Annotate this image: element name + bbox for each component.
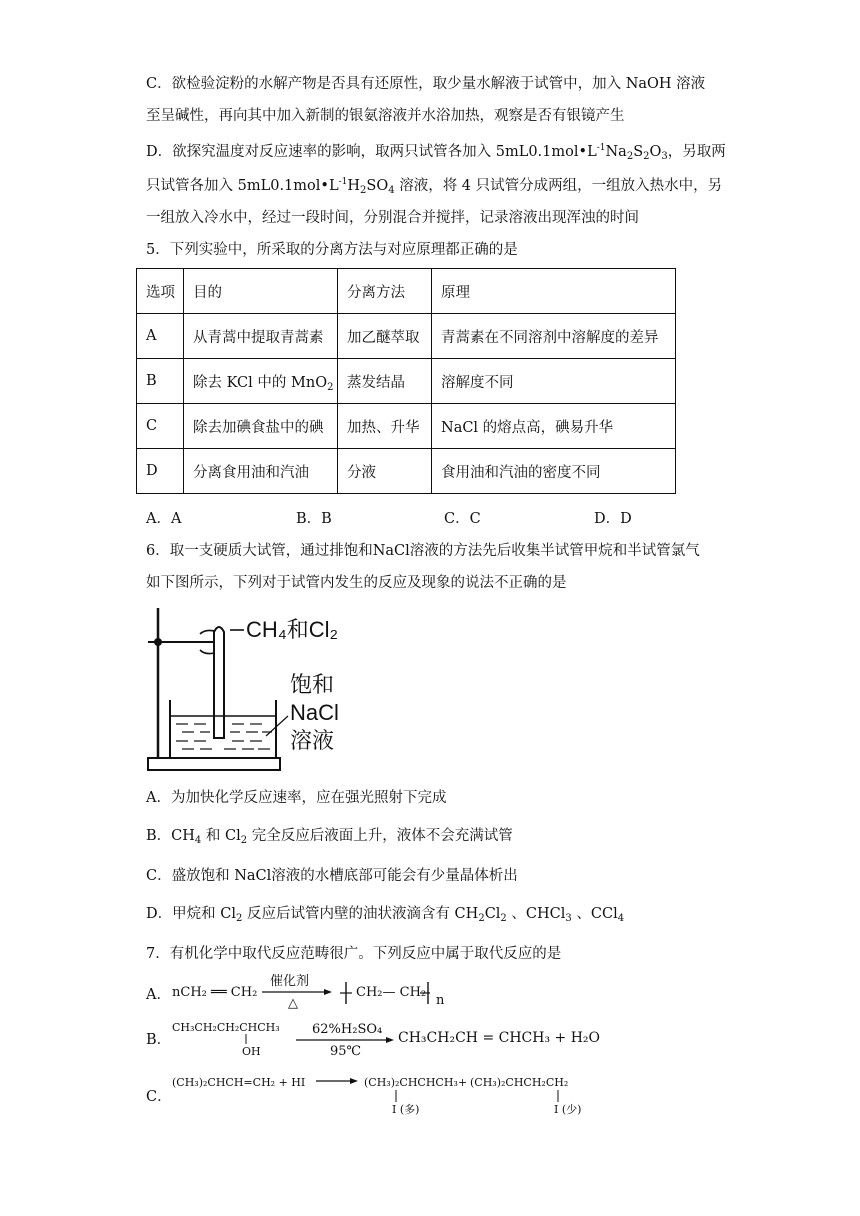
table-cell: 从青蒿中提取青蒿素 xyxy=(184,314,338,359)
reaction-a-arrow xyxy=(262,988,334,996)
reaction-b-arrow xyxy=(296,1036,396,1044)
reaction-b-oh: OH xyxy=(242,1045,261,1058)
choice-a[interactable]: A．A xyxy=(146,511,182,527)
question-5-stem: 5．下列实验中，所采取的分离方法与对应原理都正确的是 xyxy=(146,242,518,258)
table-cell: 除去加碘食盐中的碘 xyxy=(184,404,338,449)
stand-base xyxy=(148,758,280,770)
test-tube xyxy=(214,627,224,738)
choice-d[interactable]: D．D xyxy=(594,511,632,527)
q7-option-c-label[interactable]: C． xyxy=(146,1089,172,1105)
table-row xyxy=(137,449,676,494)
table-cell: B xyxy=(137,359,184,404)
table-cell: D xyxy=(137,449,184,494)
table-header-cell: 原理 xyxy=(432,269,676,314)
bracket-right xyxy=(420,978,436,1008)
reaction-a-catalyst: 催化剂 xyxy=(270,974,310,989)
reaction-b-reactant: CH₃CH₂CH₂CHCH₃ xyxy=(172,1021,280,1034)
table-cell: 青蒿素在不同溶剂中溶解度的差异 xyxy=(432,314,676,359)
oh-bond xyxy=(244,1034,248,1044)
q6-option-b[interactable]: B．$CH_4$ 和 $Cl_2$ 完全反应后液面上升，液体不会充满试管 xyxy=(146,828,513,846)
q7-option-a-label[interactable]: A． xyxy=(146,987,171,1003)
clamp-knob xyxy=(154,638,162,646)
table-cell: NaCl 的熔点高，碘易升华 xyxy=(432,404,676,449)
table-header-cell: 分离方法 xyxy=(338,269,432,314)
table-cell: 分离食用油和汽油 xyxy=(184,449,338,494)
q7-option-b-label[interactable]: B． xyxy=(146,1032,172,1048)
reaction-a-n: n xyxy=(436,993,445,1008)
option-c-line1: C．欲检验淀粉的水解产物是否具有还原性，取少量水解液于试管中，加入 NaOH 溶液 xyxy=(146,76,706,92)
i-bond-1 xyxy=(394,1090,398,1102)
reaction-c-product-1: (CH₃)₂CHCHCH₃ xyxy=(364,1076,458,1089)
table-header-row xyxy=(137,269,676,314)
reaction-b-product: CH₃CH₂CH = CHCH₃ + H₂O xyxy=(398,1030,601,1046)
option-d-line1: D．欲探究温度对反应速率的影响，取两只试管各加入 $5mL0.1mol•L^{-1}Na_2S_2O_3$，另取两 xyxy=(146,143,726,162)
choice-b[interactable]: B．B xyxy=(296,511,332,527)
reaction-c-plus: + xyxy=(458,1076,468,1089)
table-cell: A xyxy=(137,314,184,359)
table-cell: 分液 xyxy=(338,449,432,494)
reaction-a-condition: △ xyxy=(288,996,298,1011)
choice-c[interactable]: C．C xyxy=(444,511,481,527)
reaction-b-cond-bottom: 95℃ xyxy=(330,1044,362,1059)
reaction-b-cond-top: 62%H₂SO₄ xyxy=(312,1022,383,1037)
solution-label-2: NaCl xyxy=(290,700,339,725)
solution-label-3: 溶液 xyxy=(290,728,335,753)
table-cell: 溶解度不同 xyxy=(432,359,676,404)
table-row xyxy=(137,359,676,404)
table-cell: 除去 KCl 中的 MnO$_2$ xyxy=(184,359,338,404)
q6-option-c[interactable]: C．盛放饱和 NaCl溶液的水槽底部可能会有少量晶体析出 xyxy=(146,868,518,884)
solution-label-1: 饱和 xyxy=(290,672,335,697)
bracket-left xyxy=(338,978,354,1008)
apparatus-figure xyxy=(144,604,354,776)
question-5-choices xyxy=(146,507,666,527)
gas-label: CH₄和Cl₂ xyxy=(246,617,339,642)
question-7-stem: 7．有机化学中取代反应范畴很广。下列反应中属于取代反应的是 xyxy=(146,946,562,962)
table-header-cell: 选项 xyxy=(137,269,184,314)
reaction-c-reactant: (CH₃)₂CHCH=CH₂ + HI xyxy=(172,1076,306,1089)
table-header-cell: 目的 xyxy=(184,269,338,314)
reaction-a-product: CH₂— CH₂ xyxy=(356,985,427,1000)
table-cell: 加热、升华 xyxy=(338,404,432,449)
option-d-line3: 一组放入冷水中，经过一段时间，分别混合并搅拌，记录溶液出现浑浊的时间 xyxy=(146,210,639,226)
q6-option-a[interactable]: A．为加快化学反应速率，应在强光照射下完成 xyxy=(146,790,447,806)
table-cell: C xyxy=(137,404,184,449)
reaction-c-product-2: (CH₃)₂CHCH₂CH₂ xyxy=(470,1076,569,1089)
table-row xyxy=(137,404,676,449)
reaction-c-i-minor: I (少) xyxy=(554,1103,582,1116)
option-d-line2: 只试管各加入 $5mL0.1mol•L^{-1}H_2SO_4$ 溶液，将 4 只试管分成两组，一组放入热水中，另 xyxy=(146,177,723,196)
table-row xyxy=(137,314,676,359)
reaction-a-reactant: nCH₂ ══ CH₂ xyxy=(172,985,258,1000)
separation-table xyxy=(136,268,676,494)
reaction-c-i-major: I (多) xyxy=(392,1103,420,1116)
question-6-stem-line2: 如下图所示，下列对于试管内发生的反应及现象的说法不正确的是 xyxy=(146,575,567,591)
question-6-stem-line1: 6．取一支硬质大试管，通过排饱和NaCl溶液的方法先后收集半试管甲烷和半试管氯气 xyxy=(146,543,700,559)
table-cell: 加乙醚萃取 xyxy=(338,314,432,359)
i-bond-2 xyxy=(556,1090,560,1102)
q6-option-d[interactable]: D．甲烷和 $Cl_2$ 反应后试管内壁的油状液滴含有 $CH_2Cl_2$ 、CHCl$_3$ 、CCl$_4$ xyxy=(146,906,625,924)
table-cell: 食用油和汽油的密度不同 xyxy=(432,449,676,494)
reaction-c-arrow xyxy=(316,1077,360,1085)
table-cell: 蒸发结晶 xyxy=(338,359,432,404)
option-c-line2: 至呈碱性，再向其中加入新制的银氨溶液并水浴加热，观察是否有银镜产生 xyxy=(146,108,625,124)
